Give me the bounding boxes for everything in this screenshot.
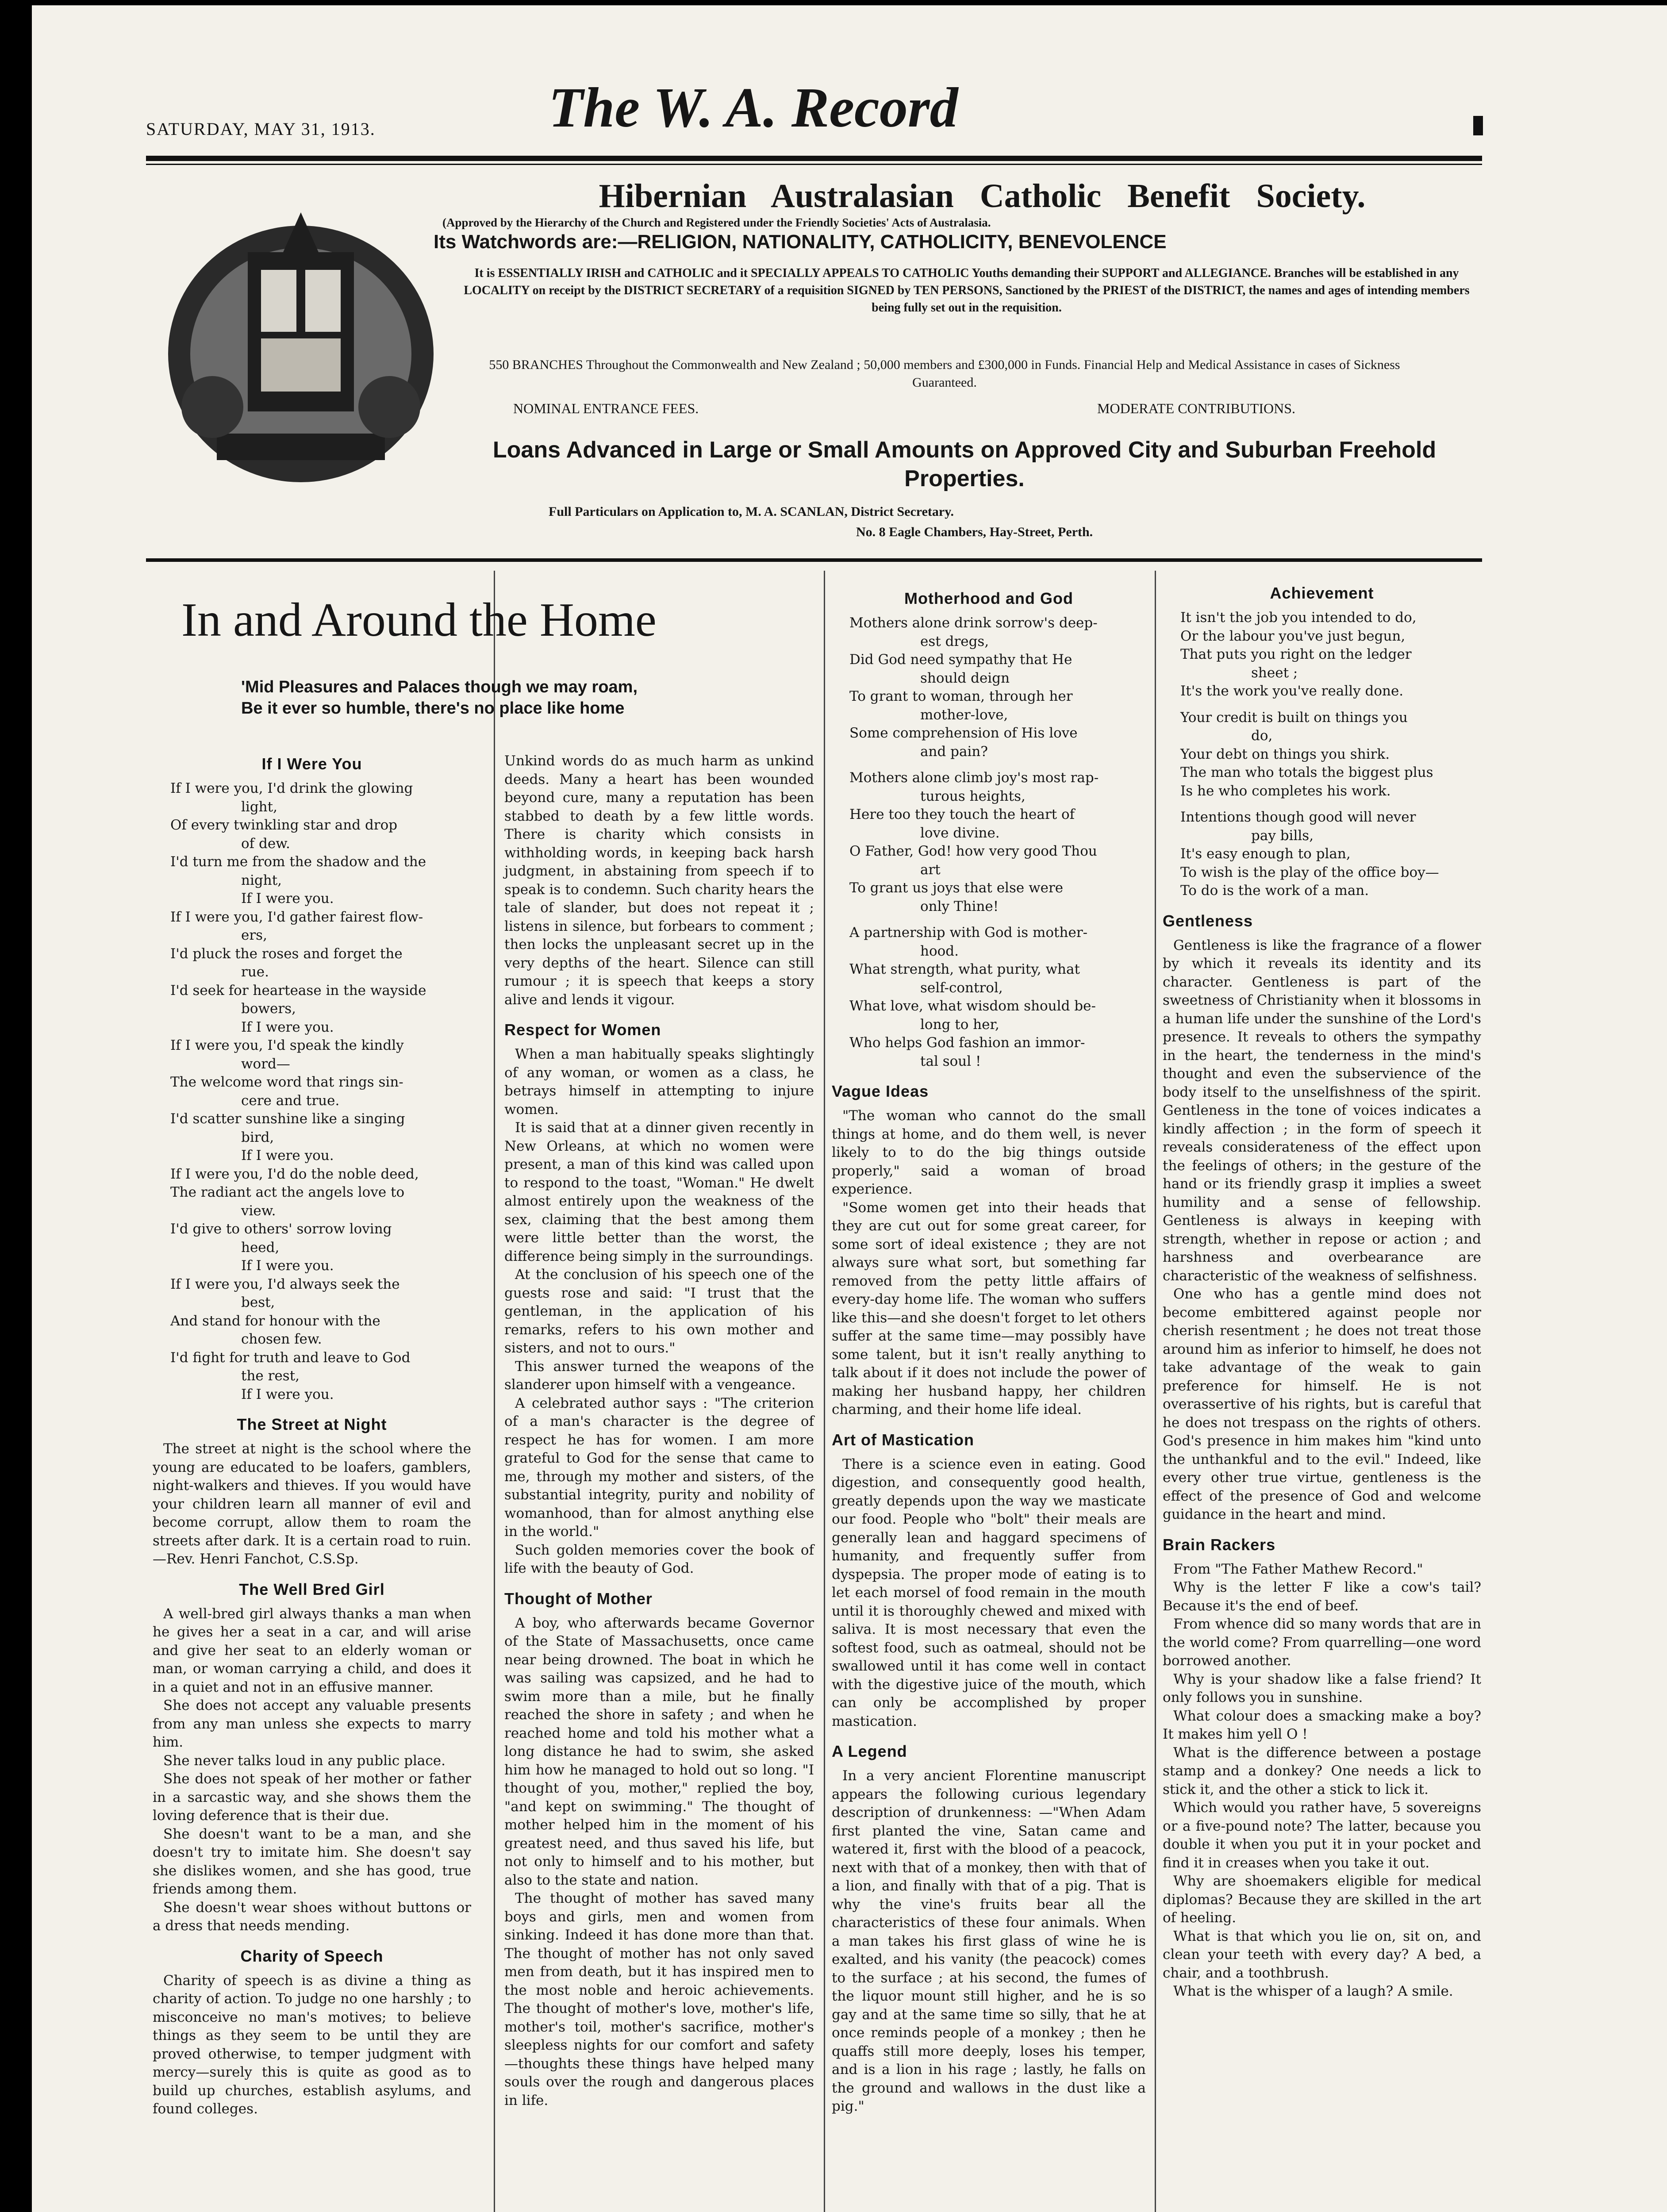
poem-line: love divine. [920, 825, 1000, 841]
heading-if-i-were-you: If I Were You [261, 755, 362, 773]
article-a-legend: In a very ancient Florentine manuscript appears the following curious legendary description of drunkenness: —"When Adam first planted the vine, Satan came and watered it, first with the blood of a peacock, next with that of a monkey, then with that of a lion, and finally with that of a pig. That is why the vine's fruits bear all the characteristics of these four animals. When a man takes his first glass of wine he is exalted, and his vanity (the peacock) comes to the surface ; at his second, the fumes of the liquor mount still higher, and he is so gay and at the same time so silly, that he at once reminds people of a monkey ; then he quaffs still more deeply, loses his temper, and is a lion in his rage ; lastly, he falls on the ground and wallows in the dust like a pig." [832, 1768, 1146, 2114]
poem-line: Of every twinkling star and drop [170, 817, 398, 833]
poem-line [1163, 701, 1481, 709]
masthead-rule-thin [146, 164, 1482, 165]
poem-line: Did God need sympathy that He [849, 652, 1072, 668]
society-emblem-icon [150, 186, 451, 495]
poem-line: To wish is the play of the office boy— [1180, 864, 1439, 880]
contact-line-1: Full Particulars on Application to, M. A. SCANLAN, District Secretary. [549, 504, 954, 519]
society-branches: 550 BRANCHES Throughout the Commonwealth and New Zealand ; 50,000 members and £300,000 in Funds. Financial Help and Medical Assistance in cases of Sickness Guaranteed. [489, 357, 1400, 390]
column-rule [494, 571, 495, 2212]
feature-subtitle: 'Mid Pleasures and Palaces though we may roam, Be it ever so humble, there's no place like home [241, 678, 638, 718]
heading-respect-for-women: Respect for Women [504, 1021, 661, 1039]
poem-line: chosen few. [241, 1331, 322, 1347]
poem-line: Who helps God fashion an immor- [849, 1035, 1085, 1051]
paragraph: One who has a gentle mind does not become embittered against people nor cherish resentment ; he does not treat those around him as inferior to himself, he does not take advantage of the weak to gain preference for himself. He is not overassertive of his rights, but is careful that he does not trespass on the rights of others. God's presence in him makes him "kind unto the unthankful and to the evil." Indeed, like every other true virtue, gentleness is the effect of the presence of God and welcome guidance in the heart and mind. [1163, 1286, 1481, 1522]
society-description: It is ESSENTIALLY IRISH and CATHOLIC and it SPECIALLY APPEALS TO CATHOLIC Youths demanding their SUPPORT and ALLEGIANCE. Branches will be established in any LOCALITY on receipt by the DISTRICT SECRETARY of a requisition SIGNED by TEN PERSONS, Sanctioned by the PRIEST of the DISTRICT, the names and ages of intending members being fully set out in the requisition. [464, 266, 1470, 315]
poem-line: of dew. [241, 835, 290, 852]
paragraph: She does not speak of her mother or father in a sarcastic way, and she shows them the loving deference that is their due. [153, 1771, 471, 1824]
poem-line: I'd seek for heartease in the wayside [170, 982, 426, 998]
poem-line: To grant us joys that else were [849, 880, 1064, 896]
masthead-rule [146, 156, 1482, 161]
poem-line: If I were you, I'd drink the glowing [170, 780, 413, 796]
society-approval: (Approved by the Hierarchy of the Church and Registered under the Friendly Societies' Acts of Australasia. [442, 216, 991, 229]
article-vague-ideas [832, 1107, 1146, 1419]
heading-gentleness: Gentleness [1163, 911, 1253, 930]
poem-line: I'd fight for truth and leave to God [170, 1349, 411, 1366]
column-rule [1155, 571, 1156, 2212]
poem-achievement [1163, 609, 1481, 900]
paragraph: A boy, who afterwards became Governor of the State of Massachusetts, once came near being drowned. The boat in which he was sailing was capsized, and he had to swim more than a mile, but he finally reached the shore in safety ; and when he reached home and told his mother what a long distance he had to swim, she asked him how he managed to hold out so long. "I thought of you, mother," replied the boy, "and kept on swimming." The thought of mother helped him in the moment of his greatest need, and thus saved his life, but not only to himself and to his mother, but also to the state and nation. [504, 1615, 814, 1888]
heading-well-bred-girl: The Well Bred Girl [239, 1580, 385, 1598]
paragraph: This answer turned the weapons of the slanderer upon himself with a vengeance. [504, 1358, 814, 1393]
poem-line: tal soul ! [920, 1053, 981, 1069]
poem-line [832, 761, 1146, 769]
poem-line: The man who totals the biggest plus [1180, 764, 1433, 780]
heading-vague-ideas: Vague Ideas [832, 1082, 929, 1100]
heading-charity-of-speech: Charity of Speech [240, 1947, 384, 1965]
poem-line: To do is the work of a man. [1180, 883, 1369, 899]
poem-line: It's the work you've really done. [1180, 683, 1404, 699]
issue-date: SATURDAY, MAY 31, 1913. [146, 119, 376, 139]
poem-line: If I were you. [241, 891, 334, 906]
poem-line: A partnership with God is mother- [849, 925, 1088, 941]
poem-line: What strength, what purity, what [849, 961, 1080, 977]
poem-line: heed, [241, 1239, 280, 1256]
paragraph: She does not accept any valuable presents from any man unless she expects to marry him. [153, 1697, 471, 1750]
column-3 [832, 571, 1146, 2116]
paragraph: "The woman who cannot do the small things at home, and do them well, is never likely to to do the big things outside properly," said a woman of broad experience. [832, 1108, 1146, 1197]
poem-line: If I were you. [241, 1148, 334, 1164]
poem-line: To grant to woman, through her [849, 688, 1073, 704]
poem-line: That puts you right on the ledger [1180, 646, 1412, 662]
poem-line: view. [241, 1202, 276, 1219]
poem-motherhood-and-god [832, 614, 1146, 1071]
poem-line: should deign [920, 670, 1010, 686]
poem-line: I'd pluck the roses and forget the [170, 945, 403, 962]
column-rule [824, 571, 825, 2212]
article-well-bred-girl [153, 1605, 471, 1936]
heading-street-at-night: The Street at Night [237, 1415, 387, 1433]
poem-line: Mothers alone climb joy's most rap- [849, 770, 1099, 786]
poem-line: The radiant act the angels love to [170, 1184, 405, 1200]
poem-line: Or the labour you've just begun, [1180, 628, 1406, 644]
poem-line: If I were you, I'd gather fairest flow- [170, 909, 423, 925]
paragraph: Which would you rather have, 5 sovereigns or a five-pound note? The latter, because you double it when you put it in your pocket and find it in creases when you take it out. [1163, 1800, 1481, 1871]
paragraph: A well-bred girl always thanks a man when he gives her a seat in a car, and will arise and give her seat to an elderly woman or man, or woman carrying a child, and does it in a quiet and not in an effusive manner. [153, 1605, 471, 1695]
poem-line [1163, 800, 1481, 808]
poem-line: If I were you, I'd do the noble deed, [170, 1166, 419, 1182]
poem-line: best, [241, 1294, 275, 1310]
paragraph: She doesn't want to be a man, and she doesn't try to imitate him. She doesn't say she dislikes women, and she has good, true friends among them. [153, 1826, 471, 1897]
poem-line: If I were you. [241, 1258, 334, 1274]
poem-line: And stand for honour with the [170, 1313, 380, 1329]
section-rule [146, 558, 1482, 562]
poem-line: night, [241, 872, 282, 888]
poem-line: rue. [241, 964, 269, 980]
page-marker [1473, 116, 1483, 135]
poem-line: and pain? [920, 743, 988, 760]
column-4 [1163, 571, 1481, 2001]
paragraph: Why is your shadow like a false friend? It only follows you in sunshine. [1163, 1671, 1481, 1705]
poem-line: hood. [920, 943, 959, 959]
poem-line: bowers, [241, 1001, 296, 1017]
poem-line: It isn't the job you intended to do, [1180, 610, 1417, 626]
article-charity-continued: Unkind words do as much harm as unkind deeds. Many a heart has been wounded beyond cure, many a reputation has been stabbed to death by a few little words. There is charity which consists in withholding words, in keeping back harsh judgment, in abstaining from speech if to speak is to condemn. Such charity hears the tale of slander, but does not repeat it ; listens in silence, but forbears to comment ; then locks the unpleasant secret up in the very depths of the heart. Silence can still rumour ; it is speech that keeps a story alive and lends it vigour. [504, 753, 814, 1008]
poem-line: Mothers alone drink sorrow's deep- [849, 615, 1098, 631]
heading-brain-rackers: Brain Rackers [1163, 1535, 1276, 1554]
paragraph: The thought of mother has saved many boys and girls, men and women from sinking. Indeed it has done more than that. The thought of mother has not only saved men from death, but it has inspired men to the most noble and heroic achievements. The thought of mother's love, mother's life, mother's toil, mother's sacrifice, mother's sleepless nights for our comfort and safety—thoughts these things have helped many souls over the rough and dangerous places in life. [504, 1890, 814, 2108]
society-watchwords: Its Watchwords are:—RELIGION, NATIONALITY, CATHOLICITY, BENEVOLENCE [434, 231, 1167, 253]
paragraph: She doesn't wear shoes without buttons or a dress that needs mending. [153, 1899, 471, 1934]
masthead-title: The W. A. Record [549, 76, 958, 139]
poem-line: What love, what wisdom should be- [849, 998, 1096, 1014]
poem-line: word— [241, 1056, 290, 1072]
article-thought-of-mother [504, 1614, 814, 2110]
poem-line: The welcome word that rings sin- [170, 1074, 403, 1090]
poem-line: If I were you, I'd always seek the [170, 1276, 400, 1292]
poem-line: Some comprehension of His love [849, 725, 1078, 741]
column-2 [504, 752, 814, 2110]
loans-notice: Loans Advanced in Large or Small Amounts on Approved City and Suburban Freehold Properties. [492, 437, 1437, 492]
poem-line: Your debt on things you shirk. [1180, 746, 1390, 762]
poem-line: the rest, [241, 1368, 300, 1384]
paragraph: From "The Father Mathew Record." [1173, 1561, 1423, 1577]
paragraph: "Some women get into their heads that they are cut out for some great career, for some sort of ideal existence ; they are not always sure what sort, but something far removed from the petty little affairs of every-day home life. The woman who suffers like this—and she doesn't forget to let others suffer at the same time—may possibly have some talent, but it isn't really anything to talk about if it does not include the power of making her husband happy, her children charming, and their home life ideal. [832, 1199, 1146, 1417]
poem-line: turous heights, [920, 788, 1026, 804]
poem-line: Intentions though good will never [1180, 809, 1416, 825]
poem-line: self-control, [920, 979, 1003, 996]
heading-a-legend: A Legend [832, 1742, 907, 1760]
paragraph: Why are shoemakers eligible for medical diplomas? Because they are skilled in the art of heeling. [1163, 1873, 1481, 1926]
paragraph: She never talks loud in any public place. [163, 1752, 446, 1769]
paragraph: Such golden memories cover the book of life with the beauty of God. [504, 1542, 814, 1576]
poem-line: ers, [241, 927, 267, 943]
poem-line: mother-love, [920, 707, 1008, 723]
poem-line: bird, [241, 1129, 274, 1145]
paragraph: Gentleness is like the fragrance of a flower by which it reveals its identity and its character. Gentleness is part of the sweetness of Christianity when it blossoms in a human life under the sunshine of the Lord's presence. It reveals to others the sympathy in the heart, the tenderness in the mind's thought and even the subservience of the body itself to the unselfishness of the spirit. Gentleness in the tone of voices indicates a kindly affection ; in the form of speech it reveals considerateness of the effect upon the feelings of others; in the gesture of the hand or its friendly grasp it implies a sweet humility and a sense of fellowship. Gentleness is always in keeping with strength, whether in repose or action ; and harshness and overbearance are characteristic of the weakness of selfishness. [1163, 937, 1481, 1284]
paragraph: From whence did so many words that are in the world come? From quarrelling—one word borrowed another. [1163, 1616, 1481, 1669]
poem-line: Your credit is built on things you [1180, 709, 1408, 726]
poem-line: If I were you. [241, 1019, 334, 1035]
contact-line-2: No. 8 Eagle Chambers, Hay-Street, Perth. [856, 525, 1093, 539]
poem-line: only Thine! [920, 898, 999, 914]
poem-line: cere and true. [241, 1092, 340, 1109]
article-art-of-mastication: There is a science even in eating. Good digestion, and consequently good health, greatly depends upon the way we masticate our food. People who "bolt" their meals are generally lean and haggard specimens of humanity, and frequently suffer from dyspepsia. The proper mode of eating is to let each morsel of food remain in the mouth until it is thoroughly chewed and mixed with saliva. It is most necessary that even the softest food, such as oatmeal, should not be swallowed until it has come well in contact with the digestive juice of the mouth, which can only be accomplished by proper mastication. [832, 1456, 1146, 1729]
poem-if-i-were-you [153, 780, 471, 1404]
poem-line: If I were you. [241, 1386, 334, 1402]
poem-line: est dregs, [920, 633, 989, 649]
poem-line: I'd turn me from the shadow and the [170, 854, 426, 870]
poem-line: Is he who completes his work. [1180, 783, 1391, 799]
article-brain-rackers [1163, 1560, 1481, 2001]
poem-line: I'd scatter sunshine like a singing [170, 1111, 405, 1127]
column-1 [153, 743, 471, 2119]
paragraph: A celebrated author says : "The criterion of a man's character is the degree of respect he has for women. I am more grateful to God for the sense that came to me, through my mother and sisters, of the substantial integrity, purity and nobility of womanhood, than for almost anything else in the world." [504, 1395, 814, 1540]
poem-line: long to her, [920, 1016, 999, 1033]
paragraph: What colour does a smacking make a boy? It makes him yell O ! [1163, 1708, 1481, 1742]
article-street-at-night: The street at night is the school where the young are educated to be loafers, gamblers, night-walkers and thieves. If you would have your children learn all manner of evil and become corrupt, allow them to roam the streets after dark. It is a certain road to ruin.—Rev. Henri Fanchot, C.S.Sp. [153, 1441, 471, 1567]
paragraph: It is said that at a dinner given recently in New Orleans, at which no women were present, a man of this kind was called upon to respond to the toast, "Woman." He dwelt almost entirely upon the weakness of the sex, claiming that the best among them were little better than the worst, the difference being simply in the surroundings. [504, 1120, 814, 1264]
heading-art-of-mastication: Art of Mastication [832, 1430, 975, 1449]
poem-line: I'd give to others' sorrow loving [170, 1221, 392, 1237]
poem-line: If I were you, I'd speak the kindly [170, 1037, 404, 1053]
poem-line: do, [1251, 728, 1273, 744]
heading-thought-of-mother: Thought of Mother [504, 1589, 653, 1608]
article-respect-for-women [504, 1045, 814, 1578]
article-charity-of-speech: Charity of speech is as divine a thing as charity of action. To judge no one harshly ; to misconceive no man's motives; to believe things as they seem to be until they are proved otherwise, to temper judgment with mercy—surely this is quite as good as to build up churches, establish asylums, and found colleges. [153, 1972, 471, 2117]
poem-line: O Father, God! how very good Thou [849, 843, 1097, 859]
poem-line: light, [241, 799, 277, 815]
paragraph: What is that which you lie on, sit on, and clean your teeth with every day? A bed, a chair, and a toothbrush. [1163, 1928, 1481, 1981]
paragraph: Why is the letter F like a cow's tail? Because it's the end of beef. [1163, 1579, 1481, 1614]
paragraph: When a man habitually speaks slightingly of any woman, or women as a class, he betrays himself in attempting to injure women. [504, 1046, 814, 1118]
contributions: MODERATE CONTRIBUTIONS. [1097, 400, 1295, 416]
paragraph: What is the difference between a postage stamp and a donkey? One needs a lick to stick it, and the other a stick to lick it. [1163, 1744, 1481, 1797]
poem-line: Here too they touch the heart of [849, 806, 1075, 822]
heading-motherhood-and-god: Motherhood and God [904, 589, 1073, 607]
feature-title: In and Around the Home [181, 594, 657, 646]
society-name: Hibernian Australasian Catholic Benefit Society. [599, 177, 1366, 215]
poem-line: sheet ; [1251, 664, 1298, 681]
paragraph: What is the whisper of a laugh? A smile. [1173, 1983, 1453, 1999]
poem-line: It's easy enough to plan, [1180, 846, 1351, 862]
article-gentleness [1163, 937, 1481, 1524]
poem-line: pay bills, [1251, 827, 1314, 844]
paragraph: At the conclusion of his speech one of the guests rose and said: "I trust that the gentleman, in the application of his remarks, refers to his own mother and sisters, and not to ours." [504, 1267, 814, 1356]
poem-line: art [920, 861, 941, 878]
poem-line [832, 916, 1146, 924]
heading-achievement: Achievement [1270, 584, 1374, 602]
entrance-fees: NOMINAL ENTRANCE FEES. [513, 400, 699, 416]
